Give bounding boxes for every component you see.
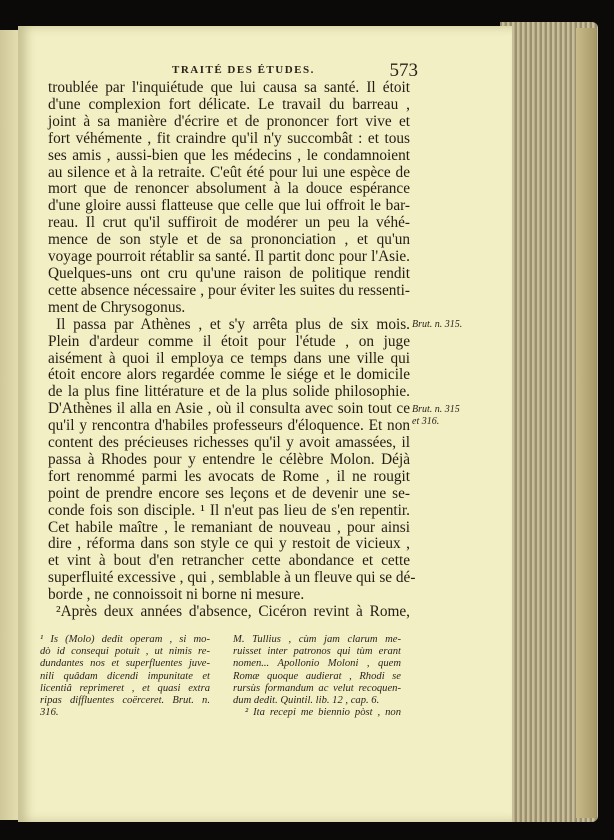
text-line: mence de son style et de sa prononciation , et qu'un bbox=[48, 231, 410, 249]
footnotes-right bbox=[233, 634, 401, 719]
running-title: TRAITÉ DES ÉTUDES. bbox=[172, 64, 315, 76]
text-line: ment de Chrysogonus. bbox=[48, 298, 186, 316]
text-line: point de prendre encore ses leçons et de devenir une se- bbox=[48, 484, 410, 502]
footnote-line: dum dedit. Quintil. lib. 12 , cap. 6. bbox=[233, 695, 380, 707]
text-line: Quelques-uns ont cru qu'une raison de politique rendit bbox=[48, 264, 410, 282]
text-line: ²Après deux années d'absence, Cicéron revint à Rome, bbox=[56, 603, 410, 621]
text-line: d'une complexion fort délicate. Le travail du barreau , bbox=[48, 95, 410, 113]
text-line: D'Athènes il alla en Asie , où il consulta avec soin tout ce bbox=[48, 400, 410, 418]
text-line: cette absence nécessaire , pour éviter les suites du ressenti- bbox=[48, 281, 410, 299]
text-line: aisément à quoi il employa ce temps dans une ville qui bbox=[48, 349, 410, 367]
text-line: borde , ne connoissoit ni borne ni mesure. bbox=[48, 586, 305, 604]
body-text bbox=[48, 79, 416, 621]
footnotes-left bbox=[40, 634, 210, 719]
footnote-line: nomen... Apollonio Moloni , quem bbox=[233, 658, 401, 670]
footnote-line: rursùs formandum ac velut recoquen- bbox=[233, 682, 401, 694]
text-line: dire , réforma dans son style ce qui y restoit de vicieux , bbox=[48, 535, 410, 553]
text-line: content des précieuses richesses qu'il y avoit amassées, il bbox=[48, 434, 410, 452]
text-line: passa à Rhodes pour y entendre le célèbre Molon. Déjà bbox=[48, 450, 410, 468]
footnote-line: M. Tullius , cùm jam clarum me- bbox=[233, 634, 401, 645]
text-line: de la plus fine littérature et de la plus solide philosophie. bbox=[48, 383, 410, 401]
margin-note bbox=[412, 319, 462, 331]
footnote-line: nili quâdam dicendi impunitate et bbox=[40, 670, 210, 682]
text-line: au silence et à la retraite. C'eût été pour lui une espèce de bbox=[48, 163, 410, 181]
text-line: fort renommé parmi les avocats de Rome , il ne rougit bbox=[48, 467, 410, 485]
text-line: superfluité excessive , qui , semblable à un fleuve qui se dé- bbox=[48, 569, 416, 587]
text-line: étoit encore alors regardée comme le siége et le domicile bbox=[48, 366, 410, 384]
text-line: Plein d'ardeur comme il étoit pour l'étude , on juge bbox=[48, 332, 410, 350]
text-line: qu'il y rencontra d'habiles professeurs d'éloquence. Et non bbox=[48, 417, 410, 435]
footnote-line: ² Ita recepi me biennio pòst , non bbox=[245, 707, 401, 719]
text-line: joint à sa manière d'écrire et de prononcer fort vive et bbox=[48, 112, 410, 130]
text-line: d'une gloire aussi flatteuse que celle que lui offroit le bar- bbox=[48, 197, 410, 215]
footnote-line: ripas diffluentes coërceret. Brut. n. bbox=[40, 695, 210, 707]
text-line: Il passa par Athènes , et s'y arrêta plus de six mois. bbox=[56, 315, 410, 333]
margin-note-line: et 316. bbox=[412, 416, 440, 427]
footnote-line: ruisset inter patronos qui tùm erant bbox=[233, 646, 401, 658]
margin-note-line: Brut. n. 315 bbox=[412, 404, 460, 415]
text-line: conde fois son disciple. ¹ Il n'eut pas lieu de s'en repentir. bbox=[48, 501, 410, 519]
text-line: mort que de renoncer absolument à la douce espérance bbox=[48, 180, 410, 198]
text-line: et vint à bout d'en retrancher cette abondance et cette bbox=[48, 552, 410, 570]
text-line: fort véhémente , fit craindre qu'il n'y succombât : et tous bbox=[48, 129, 410, 147]
footnote-line: 316. bbox=[40, 707, 59, 719]
margin-note-line: Brut. n. 315. bbox=[412, 319, 463, 330]
text-line: reau. Il crut qu'il suffiroit de modérer un peu la véhé- bbox=[48, 214, 410, 232]
margin-note bbox=[412, 404, 460, 428]
footnote-line: ¹ Is (Molo) dedit operam , si mo- bbox=[40, 634, 210, 645]
text-line: Cet habile maître , le remaniant de nouveau , pour ainsi bbox=[48, 518, 410, 536]
footnote-line: dò id consequi potuit , ut nimis re- bbox=[40, 646, 210, 658]
footnote-line: licentiâ reprimeret , et quasi extra bbox=[40, 682, 210, 694]
footnote-line: dundantes nos et superfluentes juve- bbox=[40, 658, 210, 670]
text-line: ses amis , aussi-bien que les médecins , le condamnoient bbox=[48, 146, 410, 164]
page-stack-edge bbox=[576, 28, 596, 818]
text-line: voyage pourroit rétablir sa santé. Il partit donc pour l'Asie. bbox=[48, 248, 410, 266]
text-line: troublée par l'inquiétude que lui causa sa santé. Il étoit bbox=[48, 79, 410, 96]
page-number: 573 bbox=[389, 60, 418, 81]
footnote-line: Romæ quoque audierat , Rhodi se bbox=[233, 670, 401, 682]
